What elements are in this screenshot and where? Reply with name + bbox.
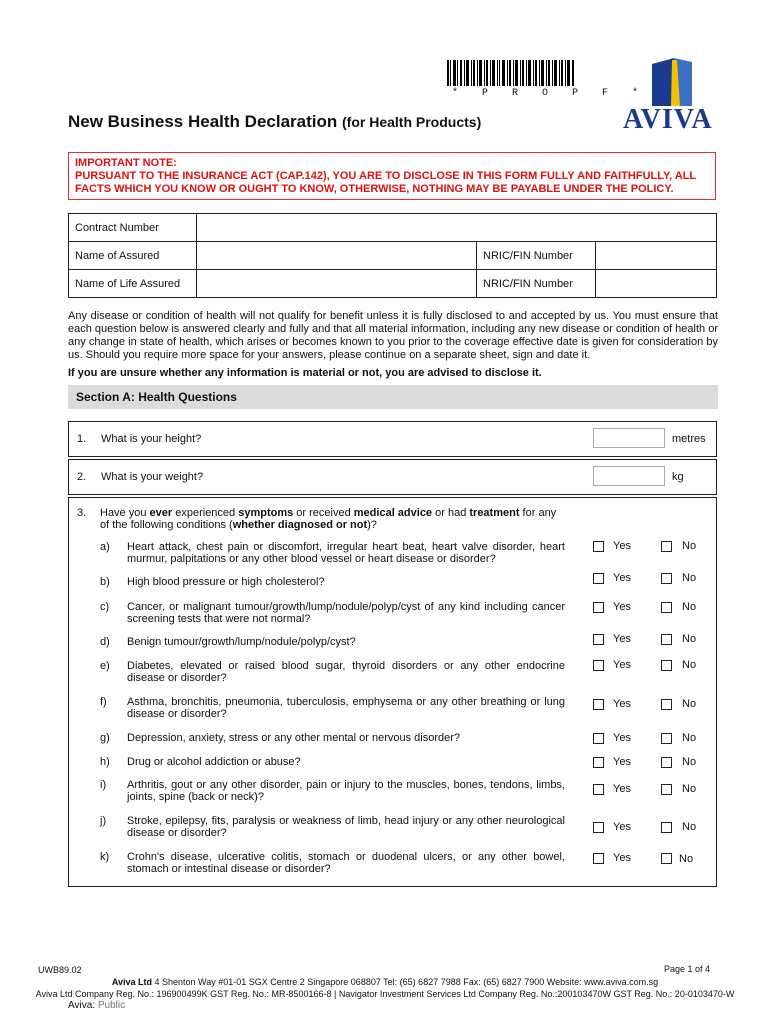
yes-checkbox[interactable]: [593, 784, 604, 795]
no-checkbox[interactable]: [661, 660, 672, 671]
item-text: Diabetes, elevated or raised blood sugar, thyroid disorders or any other endocrine disease or disorder?: [127, 660, 565, 684]
no-checkbox[interactable]: [661, 602, 672, 613]
yes-checkbox[interactable]: [593, 733, 604, 744]
yes-label: Yes: [613, 732, 631, 744]
title-main: New Business Health Declaration: [68, 112, 338, 131]
item-letter: e): [100, 660, 110, 672]
yes-checkbox[interactable]: [593, 699, 604, 710]
policy-info-table: [68, 213, 717, 298]
item-text: Stroke, epilepsy, fits, paralysis or weakness of limb, head injury or any other neurological disease or disorder?: [127, 815, 565, 839]
q1-number: 1.: [77, 433, 87, 445]
yes-checkbox[interactable]: [593, 660, 604, 671]
q3-text: [100, 507, 566, 531]
height-input[interactable]: [593, 428, 665, 448]
no-label: No: [682, 540, 697, 552]
nric1-field[interactable]: [596, 242, 717, 270]
no-checkbox[interactable]: [661, 634, 672, 645]
yes-label: Yes: [613, 572, 631, 584]
nric1-label: NRIC/FIN Number: [477, 242, 596, 270]
no-checkbox[interactable]: [661, 541, 672, 552]
no-label: No: [682, 756, 697, 768]
q2-text: What is your weight?: [101, 471, 204, 483]
footer-registration: Aviva Ltd Company Reg. No.: 196900499K GST Reg. No.: MR-8500166-8 | Navigator Investment Services Ltd Company Reg. No.:200103470W GST Reg. No.: 20-0103470-W: [35, 989, 735, 999]
yes-checkbox[interactable]: [593, 573, 604, 584]
yes-label: Yes: [613, 783, 631, 795]
item-letter: d): [100, 636, 110, 648]
item-text: Benign tumour/growth/lump/nodule/polyp/cyst?: [127, 636, 356, 648]
item-letter: k): [100, 851, 110, 863]
item-letter: i): [100, 779, 107, 791]
yes-label: Yes: [613, 698, 631, 710]
item-letter: j): [100, 815, 107, 827]
note-heading: IMPORTANT NOTE:: [75, 157, 177, 169]
contract-number-label: Contract Number: [69, 214, 197, 242]
page-title: [68, 112, 481, 132]
item-text: Depression, anxiety, stress or any other mental or nervous disorder?: [127, 732, 461, 744]
classification-value: Public: [97, 1000, 126, 1011]
item-letter: c): [100, 601, 110, 613]
nric2-field[interactable]: [596, 270, 717, 298]
yes-label: Yes: [613, 540, 631, 552]
yes-label: Yes: [613, 601, 631, 613]
yes-checkbox[interactable]: [593, 634, 604, 645]
item-letter: a): [100, 541, 110, 553]
aviva-logo-icon: [652, 58, 692, 106]
contract-number-field[interactable]: [197, 214, 717, 242]
yes-checkbox[interactable]: [593, 602, 604, 613]
no-label: No: [682, 659, 697, 671]
no-checkbox[interactable]: [661, 784, 672, 795]
q3-part: for any of the following conditions (: [100, 507, 557, 531]
item-letter: b): [100, 576, 110, 588]
weight-unit: kg: [672, 471, 684, 483]
q3-part: )?: [367, 519, 377, 531]
classification-label: Aviva:: [68, 1000, 98, 1011]
footer-address-text: 4 Shenton Way #01-01 SGX Centre 2 Singapore 068807 Tel: (65) 6827 7988 Fax: (65) 6827 7900 Website: www.aviva.com.sg: [152, 977, 659, 987]
item-letter: f): [100, 696, 107, 708]
item-text: Asthma, bronchitis, pneumonia, tuberculosis, emphysema or any other breathing or lung disease or disorder?: [127, 696, 565, 720]
q3-part: or had: [432, 507, 470, 519]
no-checkbox[interactable]: [661, 822, 672, 833]
no-label: No: [682, 633, 697, 645]
q3-part: or received: [293, 507, 354, 519]
title-sub: (for Health Products): [342, 114, 482, 130]
intro-paragraph: Any disease or condition of health will not qualify for benefit unless it is fully disclosed to and accepted by us. You must ensure that each question below is answered clearly and fully and that all material information, including any new disease or condition of health or any change in state of health, which arises or becomes known to you prior to the coverage effective date is given for consideration by us. Should you require more space for your answers, please continue on a separate sheet, sign and date it.: [68, 310, 718, 361]
barcode-caption: * P R O P F *: [452, 88, 648, 99]
section-a-title: Section A: Health Questions: [76, 390, 237, 404]
name-life-assured-label: Name of Life Assured: [69, 270, 197, 298]
q1-text: What is your height?: [101, 433, 202, 445]
q3-part: Have you: [100, 507, 150, 519]
barcode: [447, 60, 575, 86]
nric2-label: NRIC/FIN Number: [477, 270, 596, 298]
yes-label: Yes: [613, 659, 631, 671]
important-note: [68, 152, 716, 200]
q3-part-bold: medical advice: [353, 507, 433, 519]
item-text: Arthritis, gout or any other disorder, pain or injury to the muscles, bones, tendons, limbs, joints, spine (back or neck)?: [127, 779, 565, 803]
aviva-logo-text: AVIVA: [623, 104, 713, 135]
yes-checkbox[interactable]: [593, 541, 604, 552]
item-letter: g): [100, 732, 110, 744]
note-text: PURSUANT TO THE INSURANCE ACT (CAP.142), YOU ARE TO DISCLOSE IN THIS FORM FULLY AND FAITHFULLY, ALL FACTS WHICH YOU KNOW OR OUGHT TO KNOW, OTHERWISE, NOTHING MAY BE PAYABLE UNDER THE POLICY.: [75, 170, 696, 195]
yes-checkbox[interactable]: [593, 757, 604, 768]
footer-address: [0, 977, 770, 987]
q3-part-bold: symptoms: [238, 507, 294, 519]
weight-input[interactable]: [593, 466, 665, 486]
name-life-assured-field[interactable]: [197, 270, 477, 298]
no-label: No: [682, 821, 697, 833]
no-label: No: [682, 698, 697, 710]
no-label: No: [682, 783, 697, 795]
yes-label: Yes: [613, 756, 631, 768]
q3-number: 3.: [77, 507, 87, 519]
item-text: Heart attack, chest pain or discomfort, irregular heart beat, heart valve disorder, heart murmur, palpitations or any other blood vessel or heart disease or disorder?: [127, 541, 565, 565]
no-label: No: [682, 601, 697, 613]
no-label: No: [682, 572, 697, 584]
yes-label: Yes: [613, 852, 631, 864]
item-text: Cancer, or malignant tumour/growth/lump/nodule/polyp/cyst of any kind including cancer screening tests that were not normal?: [127, 601, 565, 625]
page-number: Page 1 of 4: [664, 964, 711, 974]
no-checkbox[interactable]: [661, 757, 672, 768]
q2-number: 2.: [77, 471, 87, 483]
yes-checkbox[interactable]: [593, 822, 604, 833]
yes-label: Yes: [613, 821, 631, 833]
item-text: Crohn's disease, ulcerative colitis, stomach or duodenal ulcers, or any other bowel, stomach or intestinal disease or disorder?: [127, 851, 565, 875]
item-text: High blood pressure or high cholesterol?: [127, 576, 325, 588]
no-label: No: [679, 853, 694, 865]
q3-part: experienced: [172, 507, 239, 519]
no-checkbox[interactable]: [661, 733, 672, 744]
question-2: [68, 459, 717, 495]
intro-bold: If you are unsure whether any information is material or not, you are advised to disclose it.: [68, 367, 542, 379]
question-1: [68, 421, 717, 457]
no-label: No: [682, 732, 697, 744]
item-text: Drug or alcohol addiction or abuse?: [127, 756, 301, 768]
name-assured-field[interactable]: [197, 242, 477, 270]
name-assured-label: Name of Assured: [69, 242, 197, 270]
height-unit: metres: [672, 433, 706, 445]
yes-label: Yes: [613, 633, 631, 645]
footer-company: Aviva Ltd: [111, 977, 153, 987]
no-checkbox[interactable]: [661, 699, 672, 710]
section-a-header: [68, 385, 718, 409]
q3-part-bold: ever: [149, 507, 173, 519]
yes-checkbox[interactable]: [593, 853, 604, 864]
no-checkbox[interactable]: [661, 573, 672, 584]
q3-part-bold: treatment: [469, 507, 520, 519]
footer-classification: [68, 1000, 125, 1011]
form-code: UWB89.02: [38, 965, 82, 975]
q3-part-bold: whether diagnosed or not: [232, 519, 368, 531]
item-letter: h): [100, 756, 110, 768]
no-checkbox[interactable]: [661, 853, 672, 864]
